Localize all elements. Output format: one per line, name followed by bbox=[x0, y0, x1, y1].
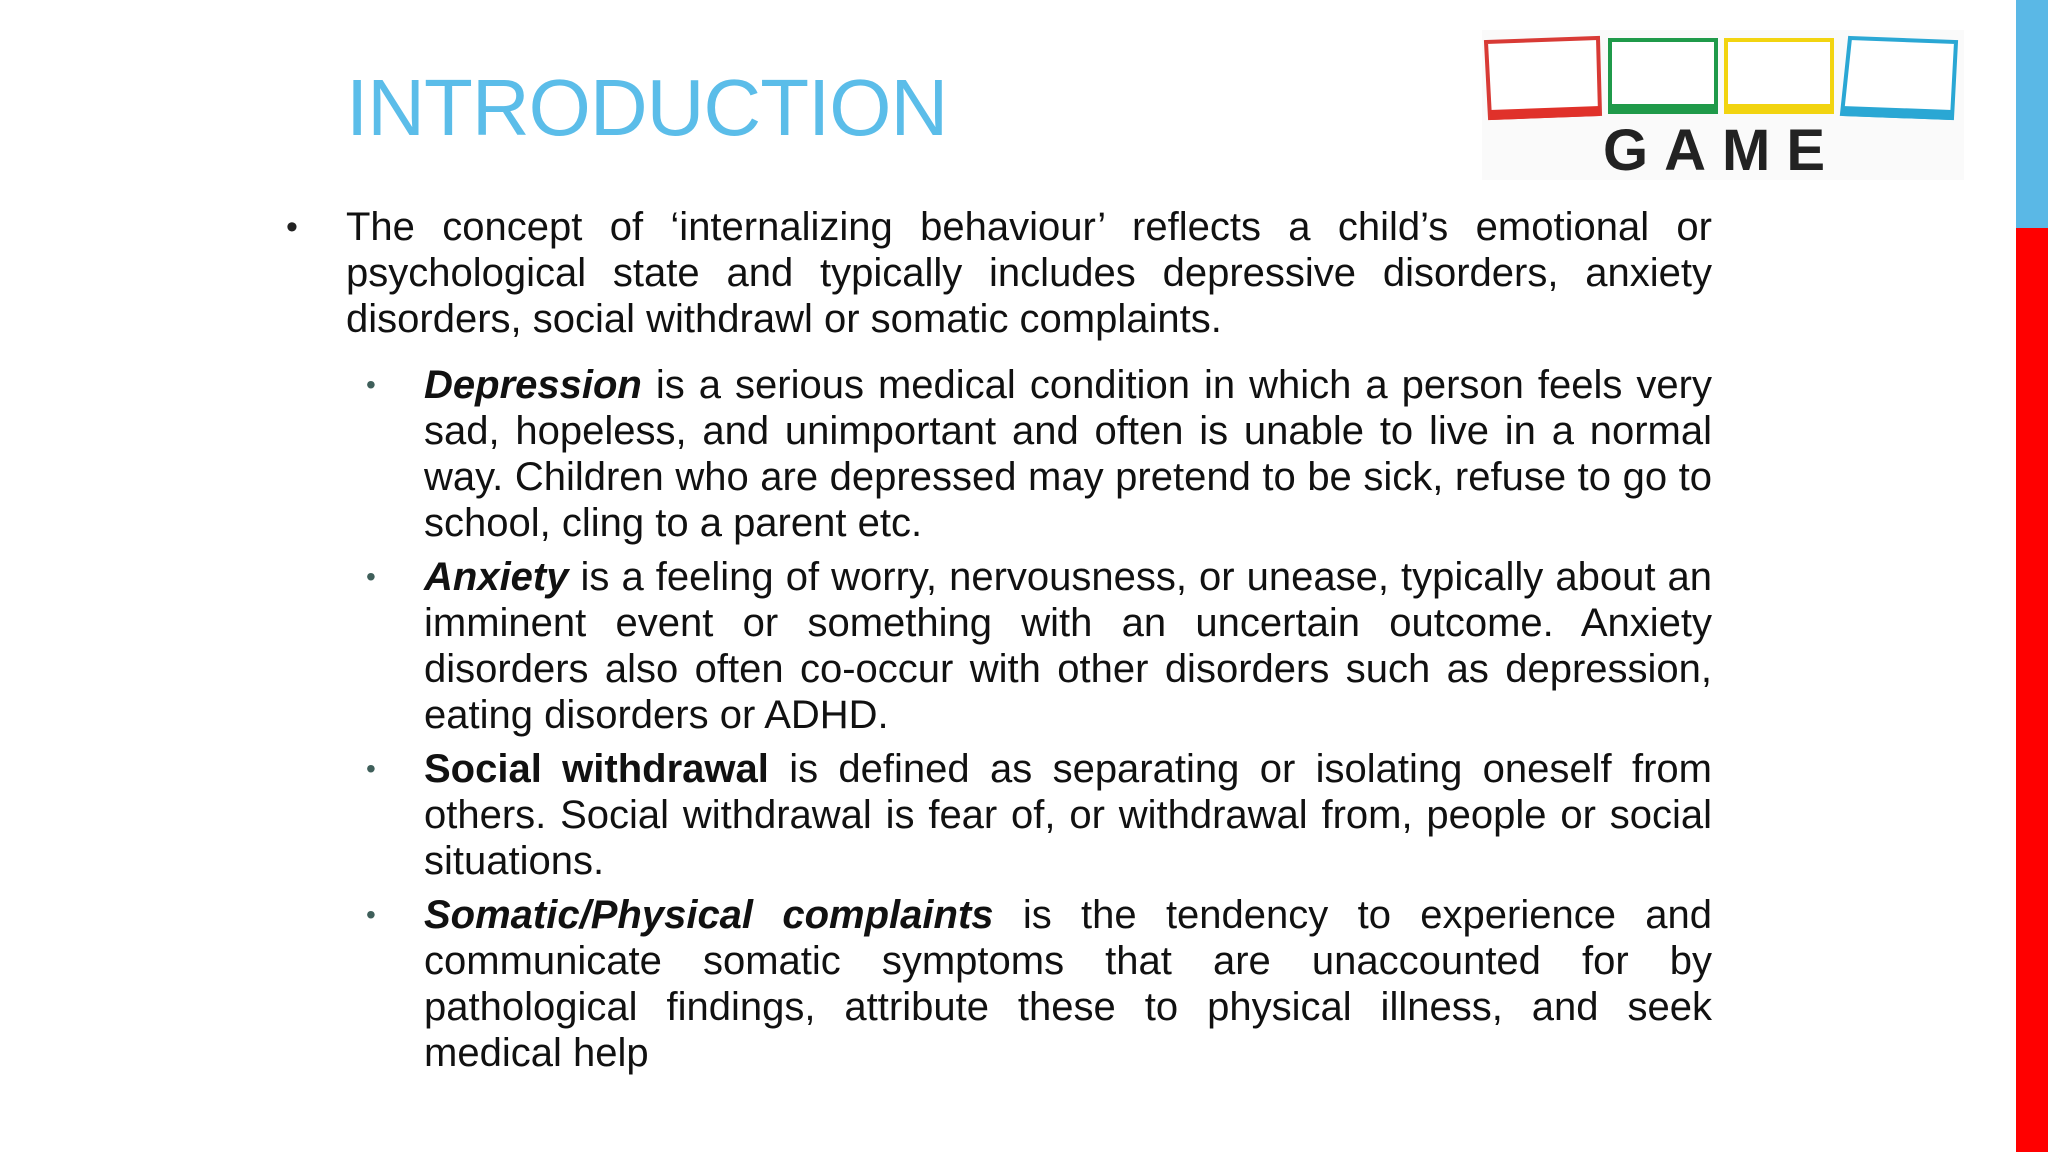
game-logo bbox=[1482, 30, 1964, 180]
sub-bullet-anxiety bbox=[286, 554, 1712, 738]
term-anxiety: Anxiety bbox=[424, 555, 569, 599]
term-somatic-complaints: Somatic/Physical complaints bbox=[424, 893, 994, 937]
sub-bullet-somatic-complaints bbox=[286, 892, 1712, 1076]
logo-text: GAME bbox=[1603, 118, 1841, 180]
logo-frame-yellow bbox=[1726, 40, 1832, 112]
logo-frame-blue bbox=[1842, 38, 1956, 118]
logo-frame-green-base bbox=[1610, 104, 1716, 114]
game-logo-graphic bbox=[1482, 30, 1964, 180]
slide-title: INTRODUCTION bbox=[346, 63, 948, 152]
bullet-dot-icon: • bbox=[366, 561, 376, 592]
main-bullet bbox=[286, 204, 1712, 342]
term-social-withdrawal: Social withdrawal bbox=[424, 747, 769, 791]
bullet-dot-icon: • bbox=[366, 369, 376, 400]
bullet-dot-icon: • bbox=[366, 753, 376, 784]
logo-frame-red bbox=[1486, 38, 1600, 118]
definition-anxiety: is a feeling of worry, nervousness, or unease, typically about an imminent event or something with an uncertain outcome. Anxiety disorders also often co-occur with other disorders such as depression, eating disorders or ADHD. bbox=[424, 555, 1712, 737]
side-accent-bar-blue bbox=[2016, 0, 2048, 228]
bullet-dot-icon: • bbox=[286, 208, 298, 246]
logo-frame-yellow-base bbox=[1726, 104, 1832, 114]
sub-bullet-depression bbox=[286, 362, 1712, 546]
term-depression: Depression bbox=[424, 363, 642, 407]
main-bullet-text: The concept of ‘internalizing behaviour’ reflects a child’s emotional or psychological state and typically includes depressive disorders, anxiety disorders, social withdrawl or somatic complaints. bbox=[346, 205, 1712, 341]
definition-depression: is a serious medical condition in which a person feels very sad, hopeless, and unimportant and often is unable to live in a normal way. Children who are depressed may pretend to be sick, refuse to go to school, cling to a parent etc. bbox=[424, 363, 1712, 545]
bullet-dot-icon: • bbox=[366, 899, 376, 930]
logo-frame-green bbox=[1610, 40, 1716, 112]
sub-bullet-social-withdrawal bbox=[286, 746, 1712, 884]
definition-somatic-complaints: is the tendency to experience and communicate somatic symptoms that are unaccounted for by pathological findings, attribute these to physical illness, and seek medical help bbox=[424, 893, 1713, 1075]
slide-content bbox=[286, 204, 1712, 1084]
sub-bullet-list bbox=[286, 362, 1712, 1076]
side-accent-bar-red bbox=[2016, 228, 2048, 1152]
definition-social-withdrawal: is defined as separating or isolating oneself from others. Social withdrawal is fear of, or withdrawal from, people or social situations. bbox=[424, 747, 1712, 883]
